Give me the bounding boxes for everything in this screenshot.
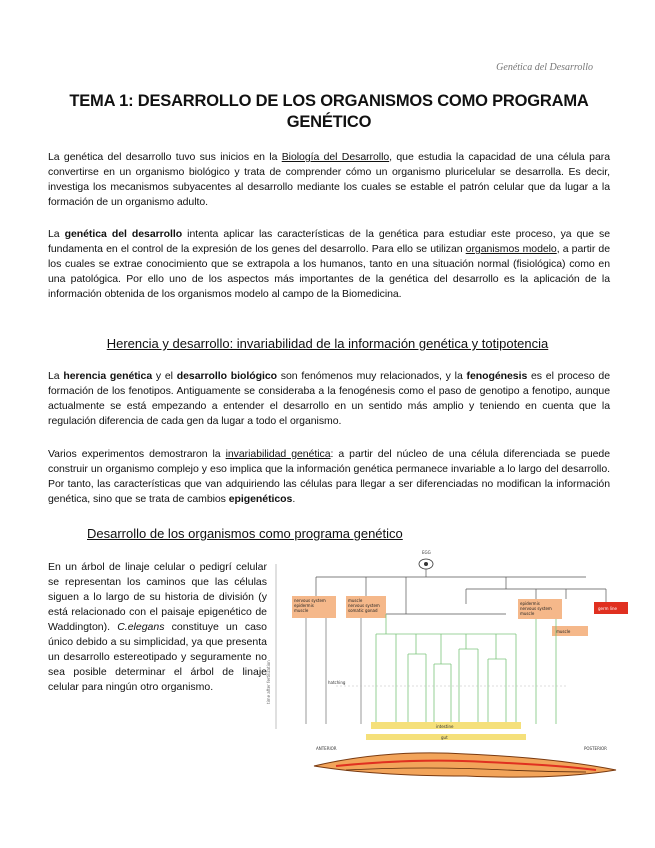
link-organismos-modelo: organismos modelo (465, 243, 557, 255)
svg-text:nervous system: nervous system (348, 603, 380, 608)
svg-text:muscle: muscle (556, 629, 571, 634)
section-heading-herencia: Herencia y desarrollo: invariabilidad de la información genética y totipotencia (106, 336, 549, 351)
link-invariabilidad: invariabilidad genética (225, 448, 331, 460)
svg-text:muscle: muscle (348, 598, 363, 603)
intestine-label: intestine (436, 724, 454, 729)
intestine-branches (376, 614, 556, 724)
lineage-tree-svg (266, 544, 630, 784)
section-heading-programa: Desarrollo de los organismos como programa genético (87, 526, 403, 541)
paragraph-invariabilidad: Varios experimentos demostraron la invariabilidad genética: a partir del núcleo de una célula diferenciada se puede construir un organismo complejo y eso implica que la información genética permanece invariable a lo largo del desarrollo. Por tanto, las características que van adquiriendo las células para llegar a ser diferenciadas no modifican la información genética, sino que se trata de cambios epigenéticos. (48, 448, 610, 505)
svg-text:epidermis: epidermis (520, 601, 540, 606)
svg-text:muscle: muscle (520, 611, 535, 616)
svg-text:nervous system: nervous system (294, 598, 326, 603)
paragraph-genetica: La genética del desarrollo intenta aplicar las características de la genética para estudiar este proceso, ya que se fundamenta en el control de la expresión de los genes del desarrollo. Para ello se utilizan organismos modelo, a partir de los cuales se extrae conocimiento que se extrapola a los humanos, tanto en una situación normal (fisiológica) como en una patológica. Por ello uno de los aspectos más importantes de la genética del desarrollo es la aplicación de la información obtenida de los organismos modelo al campo de la Biomedicina. (48, 228, 611, 300)
link-biologia-desarrollo: Biología del Desarrollo (281, 151, 390, 163)
svg-text:muscle: muscle (294, 608, 309, 613)
svg-text:nervous system: nervous system (520, 606, 552, 611)
svg-text:somatic gonad: somatic gonad (348, 608, 378, 613)
paragraph-intro: La genética del desarrollo tuvo sus inicios en la Biología del Desarrollo, que estudia la capacidad de una célula para convertirse en un organismo biológico y trata de comprender cómo un organismo pluricelular se desarrolla. Es decir, investiga los mecanismos subyacentes al desarrollo mediante los cuales se estable el patrón celular que da lugar a la formación de un organismo adulto. (48, 151, 610, 208)
outer-branches (306, 618, 361, 724)
anterior-label: ANTERIOR (316, 746, 337, 751)
svg-text:germ line: germ line (598, 606, 617, 611)
worm-body (314, 753, 616, 777)
posterior-label: POSTERIOR (584, 746, 607, 751)
svg-text:epidermis: epidermis (294, 603, 314, 608)
gut-label: gut (441, 735, 448, 740)
egg-label: EGG (422, 550, 431, 555)
lineage-tree-figure (266, 544, 630, 784)
paragraph-herencia: La herencia genética y el desarrollo biológico son fenómenos muy relacionados, y la fenogénesis es el proceso de formación de los fenotipos. Antiguamente se consideraba a la fenogénesis como el paso de genotipo a fenotipo, aunque actualmente se está empezando a entender el desarrollo en un sentido más amplio y teniendo en cuenta que la regulación diferencia de cada gen da lugar a todo el organismo. (48, 370, 610, 427)
paragraph-linaje: En un árbol de linaje celular o pedigrí celular se representan los caminos que las células siguen a lo largo de su historia de división (y está relacionado con el paisaje epigenético de Waddington). C.elegans constituye un caso único debido a su simplicidad, ya que presenta un desarrollo estereotipado y seguramente no sea posible determinar el árbol de linaje celular para ningún otro organismo. (48, 561, 268, 693)
hatching-label: hatching (328, 680, 346, 685)
running-header: Genética del Desarrollo (496, 62, 593, 73)
page-title: TEMA 1: DESARROLLO DE LOS ORGANISMOS COMO PROGRAMA GENÉTICO (69, 92, 589, 131)
axis-label: time after fertilization (266, 660, 271, 704)
